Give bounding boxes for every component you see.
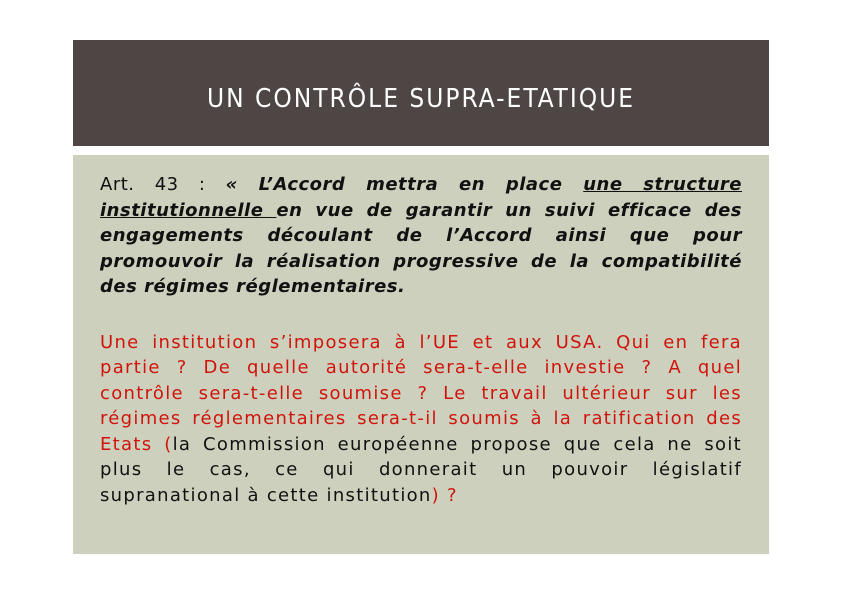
article-quote: [100, 172, 742, 300]
quote-rest: en vue de garantir un suivi efficace des engagements découlant de l’Accord ainsi que pour promouvoir la réalisation progressive de la compatibilité des régimes réglementaires.: [100, 199, 742, 297]
title-bar: [73, 40, 769, 146]
commentary-questions: Une institution s’imposera à l’UE et aux USA. Qui en fera partie ? De quelle autorité sera-t-elle investie ? A quel contrôle sera-t-elle soumise ? Le travail ultérieur sur les régimes réglementaires sera-t-il soumis à la ratification des Etats (: [100, 331, 742, 455]
commentary-paragraph: [100, 330, 742, 509]
content-panel: [73, 155, 769, 554]
quote-underlined: une structure institutionnelle: [100, 174, 742, 221]
commentary-closing: ) ?: [431, 484, 458, 506]
commentary-aside: la Commission européenne propose que cela ne soit plus le cas, ce qui donnerait un pouvoir législatif supranational à cette institution: [100, 433, 742, 506]
quote-open: « L’Accord mettra en place: [225, 174, 584, 195]
slide-title: UN CONTRÔLE SUPRA-ETATIQUE: [206, 84, 636, 114]
article-ref: Art. 43 :: [100, 174, 226, 195]
